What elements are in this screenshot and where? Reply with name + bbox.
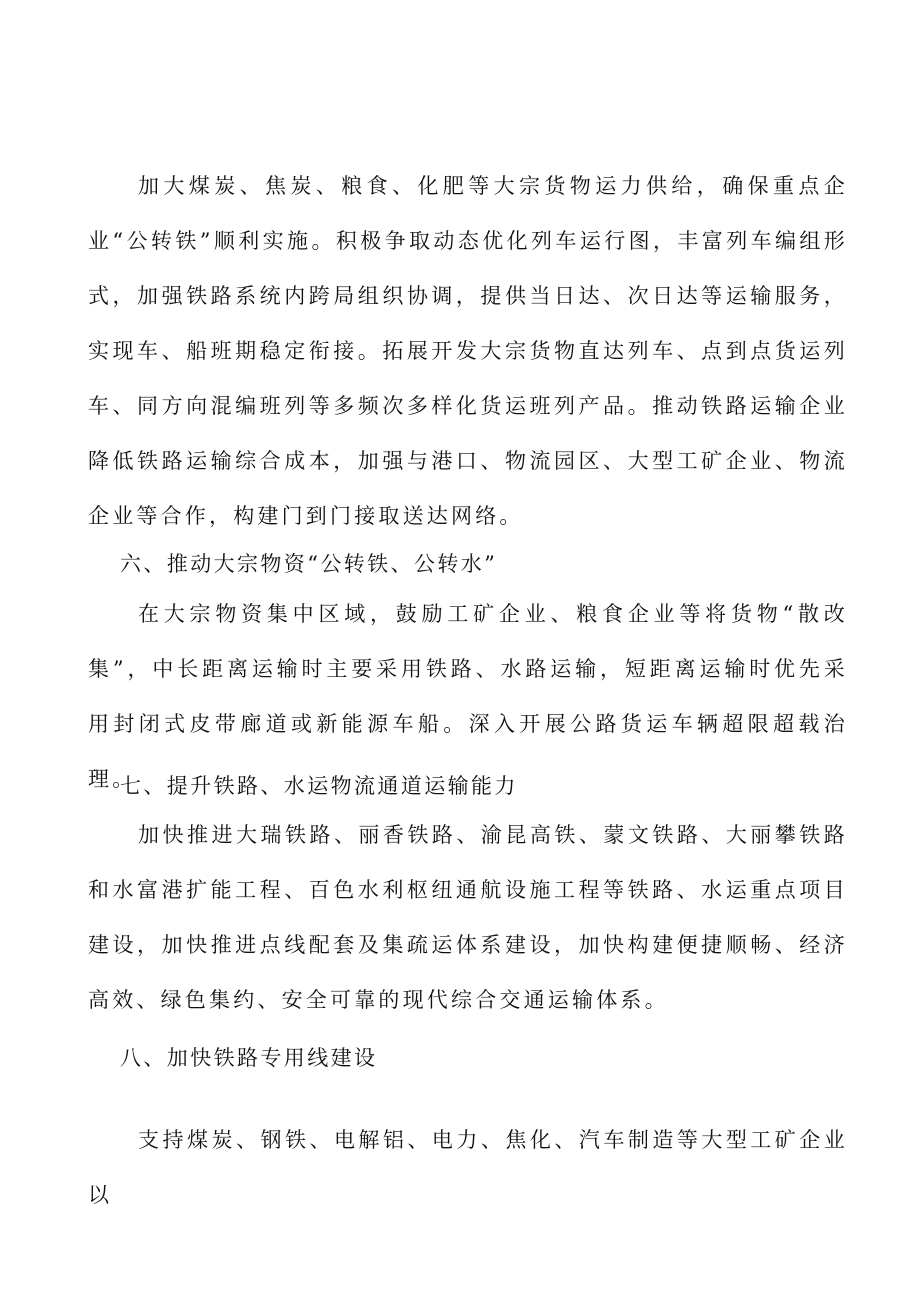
section-heading: 七、提升铁路、水运物流通道运输能力 (120, 774, 518, 798)
section-heading: 六、推动大宗物资“公转铁、公转水” (120, 552, 498, 576)
body-paragraph: 加快推进大瑞铁路、丽香铁路、渝昆高铁、蒙文铁路、大丽攀铁路和水富港扩能工程、百色水利枢纽通航设施工程等铁路、水运重点项目建设，加快推进点线配套及集疏运体系建设，加快构建便捷顺畅、经济高效、绿色集约、安全可靠的现代综合交通运输体系。 (88, 823, 848, 1012)
body-paragraph: 支持煤炭、钢铁、电解铝、电力、焦化、汽车制造等大型工矿企业以 (88, 1128, 848, 1207)
section-heading: 八、加快铁路专用线建设 (120, 1046, 378, 1070)
body-paragraph: 在大宗物资集中区域，鼓励工矿企业、粮食企业等将货物“散改集”，中长距离运输时主要采用铁路、水路运输，短距离运输时优先采用封闭式皮带廊道或新能源车船。深入开展公路货运车辆超限超载治理。 (88, 602, 848, 791)
body-paragraph: 加大煤炭、焦炭、粮食、化肥等大宗货物运力供给，确保重点企业“公转铁”顺利实施。积极争取动态优化列车运行图，丰富列车编组形式，加强铁路系统内跨局组织协调，提供当日达、次日达等运输服务，实现车、船班期稳定衔接。拓展开发大宗货物直达列车、点到点货运列车、同方向混编班列等多频次多样化货运班列产品。推动铁路运输企业降低铁路运输综合成本，加强与港口、物流园区、大型工矿企业、物流企业等合作，构建门到门接取送达网络。 (88, 174, 848, 528)
